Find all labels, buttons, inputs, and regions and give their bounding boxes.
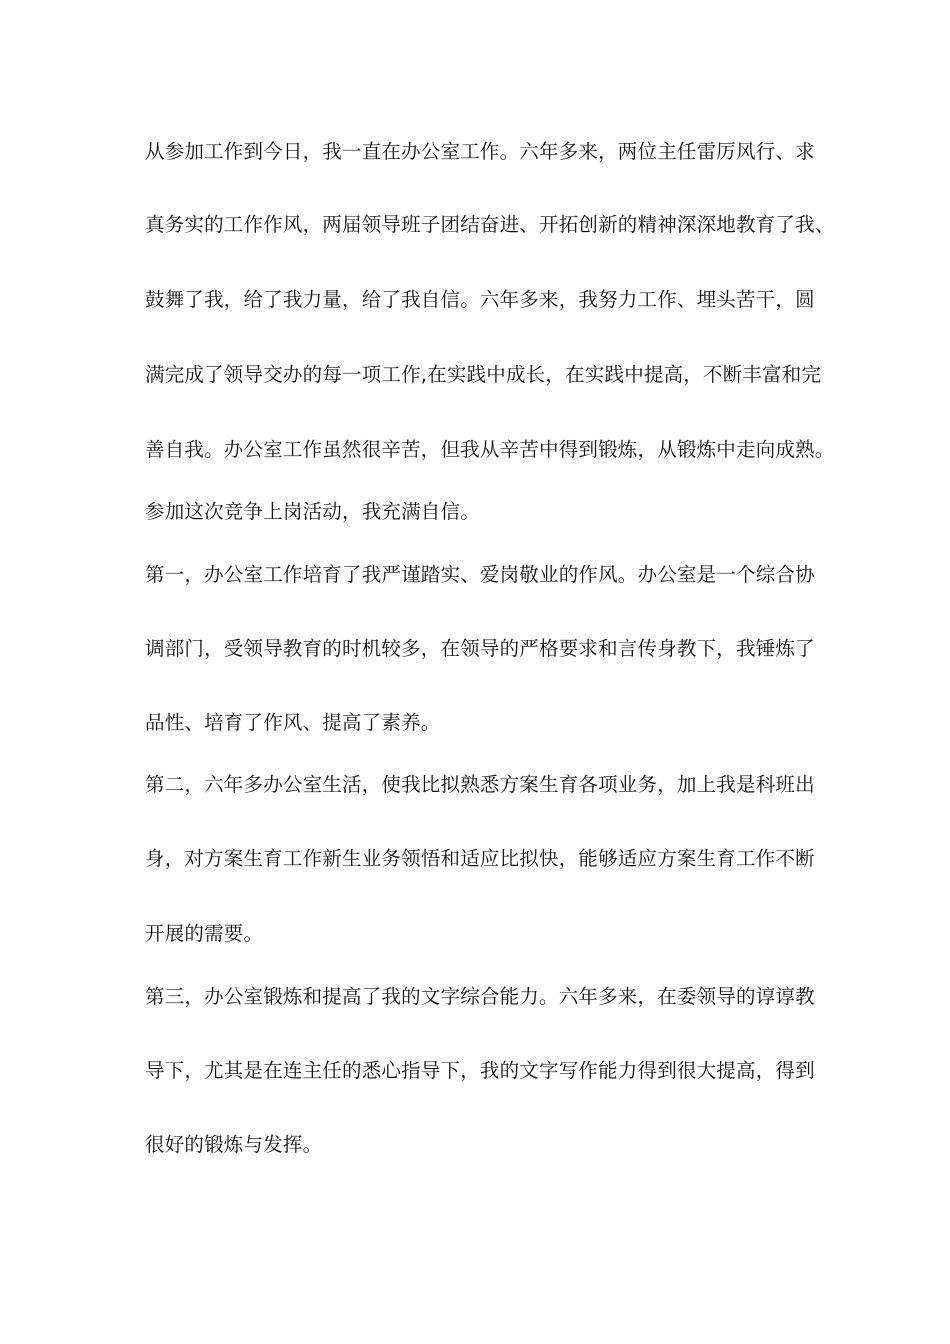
text-line: 从参加工作到今日，我一直在办公室工作。六年多来，两位主任雷厉风行、求 xyxy=(145,140,815,163)
text-line: 真务实的工作作风，两届领导班子团结奋进、开拓创新的精神深深地教育了我、 xyxy=(145,213,835,236)
text-line: 第三，办公室锻炼和提高了我的文字综合能力。六年多来，在委领导的谆谆教 xyxy=(145,985,815,1008)
text-line: 导下，尤其是在连主任的悉心指导下，我的文字写作能力得到很大提高，得到 xyxy=(145,1059,815,1082)
text-line: 善自我。办公室工作虽然很辛苦，但我从辛苦中得到锻炼，从锻炼中走向成熟。 xyxy=(145,438,835,461)
text-line: 调部门，受领导教育的时机较多，在领导的严格要求和言传身教下，我锤炼了 xyxy=(145,637,815,660)
text-line: 身，对方案生育工作新生业务领悟和适应比拟快，能够适应方案生育工作不断 xyxy=(145,847,815,870)
text-line: 第一，办公室工作培育了我严谨踏实、爱岗敬业的作风。办公室是一个综合协 xyxy=(145,563,815,586)
text-line: 参加这次竞争上岗活动，我充满自信。 xyxy=(145,500,480,523)
text-line: 品性、培育了作风、提高了素养。 xyxy=(145,711,441,734)
text-line: 鼓舞了我，给了我力量，给了我自信。六年多来，我努力工作、埋头苦干，圆 xyxy=(145,288,815,311)
text-line: 开展的需要。 xyxy=(145,922,264,945)
text-line: 第二，六年多办公室生活，使我比拟熟悉方案生育各项业务，加上我是科班出 xyxy=(145,773,815,796)
text-line: 满完成了领导交办的每一项工作,在实践中成长，在实践中提高，不断丰富和完 xyxy=(145,363,822,386)
text-line: 很好的锻炼与发挥。 xyxy=(145,1133,323,1156)
